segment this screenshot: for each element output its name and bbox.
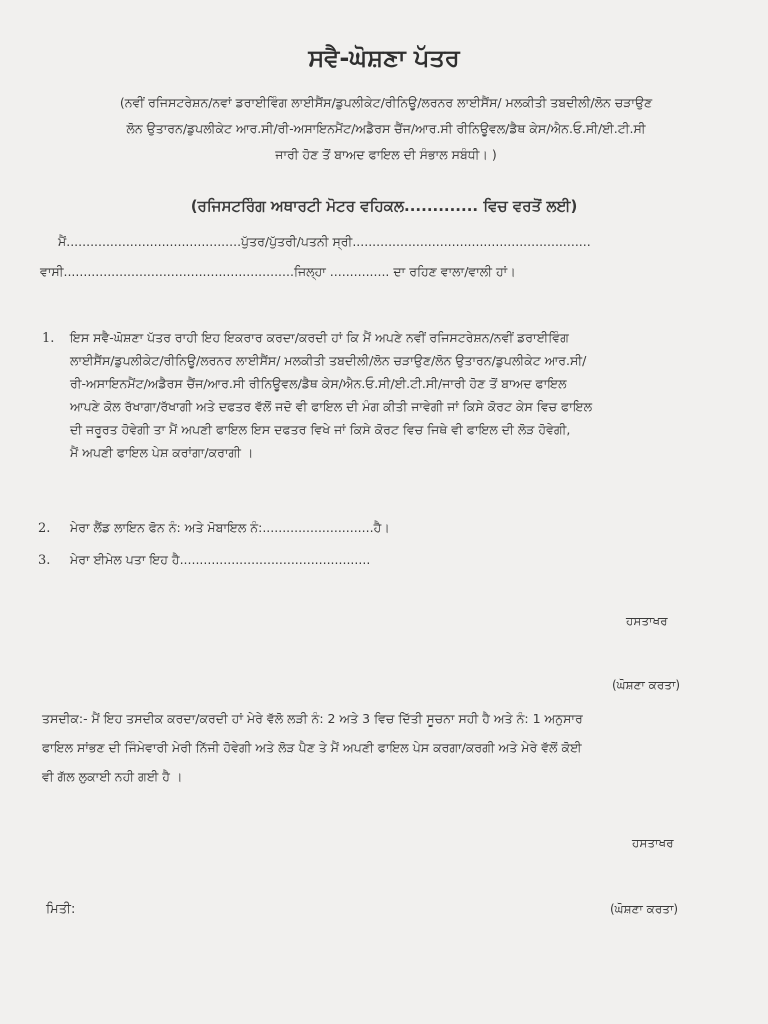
item-line: ਇਸ ਸਵੈ-ਘੋਸ਼ਣਾ ਪੱਤਰ ਰਾਹੀ ਇਹ ਇਕਰਾਰ ਕਰਦਾ/ਕਰਦੀ ਹਾਂ ਕਿ ਮੈਂ ਅਪਣੇ ਨਵੀਂ ਰਜਿਸਟਰੇਸ਼ਨ/ਨਵੀਂ ਡਰਾਈਵਿੰਗ — [70, 330, 569, 345]
item-line: ਮੈਂ ਅਪਣੀ ਫਾਇਲ ਪੇਸ਼ ਕਰਾਂਗਾ/ਕਰਾਗੀ । — [70, 445, 254, 460]
signature-label: ਹਸਤਾਖਰ — [632, 836, 674, 850]
name-fill-line: ਮੈਂ............................................ਪੁੱਤਰ/ਪੁੱਤਰੀ/ਪਤਨੀ ਸ੍ਰੀ............................................................ — [58, 234, 591, 249]
verification-line: ਫਾਇਲ ਸਾਂਭਣ ਦੀ ਜਿੰਮੇਵਾਰੀ ਮੇਰੀ ਨਿੱਜੀ ਹੋਵੇਗੀ ਅਤੇ ਲੋੜ ਪੈਣ ਤੇ ਮੈਂ ਅਪਣੀ ਫਾਇਲ ਪੇਸ ਕਰਗਾ/ਕਰਗੀ ਅਤੇ ਮੇਰੇ ਵੱਲੋਂ ਕੋਈ — [42, 740, 582, 755]
item-number: 3. — [38, 553, 51, 568]
item-line: ਰੀ-ਅਸਾਇਨਮੈਂਟ/ਅਡੈਰਸ ਚੈਂਜ/ਆਰ.ਸੀ ਰੀਨਿਊਵਲ/ਡੈਥ ਕੇਸ/ਐਨ.ਓ.ਸੀ/ਈ.ਟੀ.ਸੀ/ਜਾਰੀ ਹੋਣ ਤੋਂ ਬਾਅਦ ਫਾਇਲ — [70, 376, 567, 391]
declaration-item-1 — [70, 326, 592, 464]
phone-fill-line: ਮੇਰਾ ਲੈਂਡ ਲਾਇਨ ਫੋਨ ਨੰ: ਅਤੇ ਮੋਬਾਇਲ ਨੰ:............................ਹੈ। — [70, 520, 390, 535]
declarant-label: (ਘੋਸ਼ਣਾ ਕਰਤਾ) — [612, 678, 681, 692]
item-line: ਦੀ ਜਰੂਰਤ ਹੋਵੇਗੀ ਤਾ ਮੈਂ ਅਪਣੀ ਫਾਇਲ ਇਸ ਦਫਤਰ ਵਿਖੇ ਜਾਂ ਕਿਸੇ ਕੋਰਟ ਵਿਚ ਜਿਥੇ ਵੀ ਫਾਇਲ ਦੀ ਲੋੜ ਹੋਵੇਗੀ, — [70, 422, 571, 437]
date-label: ਮਿਤੀ: — [46, 902, 76, 917]
document-title: ਸਵੈ-ਘੋਸ਼ਣਾ ਪੱਤਰ — [308, 44, 460, 72]
item-line: ਲਾਈਸੈਂਸ/ਡੁਪਲੀਕੇਟ/ਰੀਨਿਊ/ਲਰਨਰ ਲਾਈਸੈਂਸ/ ਮਲਕੀਤੀ ਤਬਦੀਲੀ/ਲੋਨ ਚੜਾਉਣ/ਲੋਨ ਉਤਾਰਨ/ਡੁਪਲੀਕੇਟ ਆਰ.ਸੀ/ — [70, 353, 587, 368]
email-fill-line: ਮੇਰਾ ਈਮੇਲ ਪਤਾ ਇਹ ਹੈ................................................ — [70, 552, 371, 567]
verification-line: ਵੀ ਗੱਲ ਲੁਕਾਈ ਨਹੀ ਗਈ ਹੈ । — [42, 769, 183, 784]
verification-paragraph — [42, 704, 583, 791]
declarant-label: (ਘੋਸ਼ਣਾ ਕਰਤਾ) — [610, 902, 679, 916]
signature-label: ਹਸਤਾਖਰ — [626, 614, 668, 628]
item-number: 2. — [38, 521, 51, 536]
item-number: 1. — [42, 331, 55, 346]
subtitle-line: (ਨਵੀਂ ਰਜਿਸਟਰੇਸ਼ਨ/ਨਵਾਂ ਡਰਾਈਵਿੰਗ ਲਾਈਸੈਂਸ/ਡੁਪਲੀਕੇਟ/ਰੀਨਿਊ/ਲਰਨਰ ਲਾਈਸੈਂਸ/ ਮਲਕੀਤੀ ਤਬਦੀਲੀ/ਲੋਨ ਚੜਾਉਣ — [119, 95, 653, 110]
document-subtitle — [36, 90, 736, 168]
verification-line: ਤਸਦੀਕ:- ਮੈਂ ਇਹ ਤਸਦੀਕ ਕਰਦਾ/ਕਰਦੀ ਹਾਂ ਮੇਰੇ ਵੱਲੋ ਲੜੀ ਨੰ: 2 ਅਤੇ 3 ਵਿਚ ਦਿੱਤੀ ਸੂਚਨਾ ਸਹੀ ਹੈ ਅਤੇ ਨੰ: 1 ਅਨੁਸਾਰ — [42, 711, 583, 726]
item-line: ਆਪਣੇ ਕੋਲ ਰੱਖਾਗਾ/ਰੱਖਾਗੀ ਅਤੇ ਦਫਤਰ ਵੱਲੋਂ ਜਦੋ ਵੀ ਫਾਇਲ ਦੀ ਮੰਗ ਕੀਤੀ ਜਾਵੇਗੀ ਜਾਂ ਕਿਸੇ ਕੋਰਟ ਕੇਸ ਵਿਚ ਫਾਇਲ — [70, 399, 593, 414]
usage-heading: (ਰਜਿਸਟਰਿੰਗ ਅਥਾਰਟੀ ਮੋਟਰ ਵਹਿਕਲ............. ਵਿਚ ਵਰਤੋਂ ਲਈ) — [190, 197, 578, 215]
address-fill-line: ਵਾਸੀ..........................................................ਜਿਲ੍ਹਾ ............... ਦਾ ਰਹਿਣ ਵਾਲਾ/ਵਾਲੀ ਹਾਂ। — [40, 264, 516, 279]
subtitle-line: ਜਾਰੀ ਹੋਣ ਤੋਂ ਬਾਅਦ ਫਾਇਲ ਦੀ ਸੰਭਾਲ ਸਬੰਧੀ। ) — [275, 147, 497, 162]
subtitle-line: ਲੋਨ ਉਤਾਰਨ/ਡੁਪਲੀਕੇਟ ਆਰ.ਸੀ/ਰੀ-ਅਸਾਇਨਮੈਂਟ/ਅਡੈਰਸ ਚੈਂਜ/ਆਰ.ਸੀ ਰੀਨਿਊਵਲ/ਡੈਥ ਕੇਸ/ਐਨ.ਓ.ਸੀ/ਈ.ਟੀ.ਸੀ — [126, 121, 646, 136]
